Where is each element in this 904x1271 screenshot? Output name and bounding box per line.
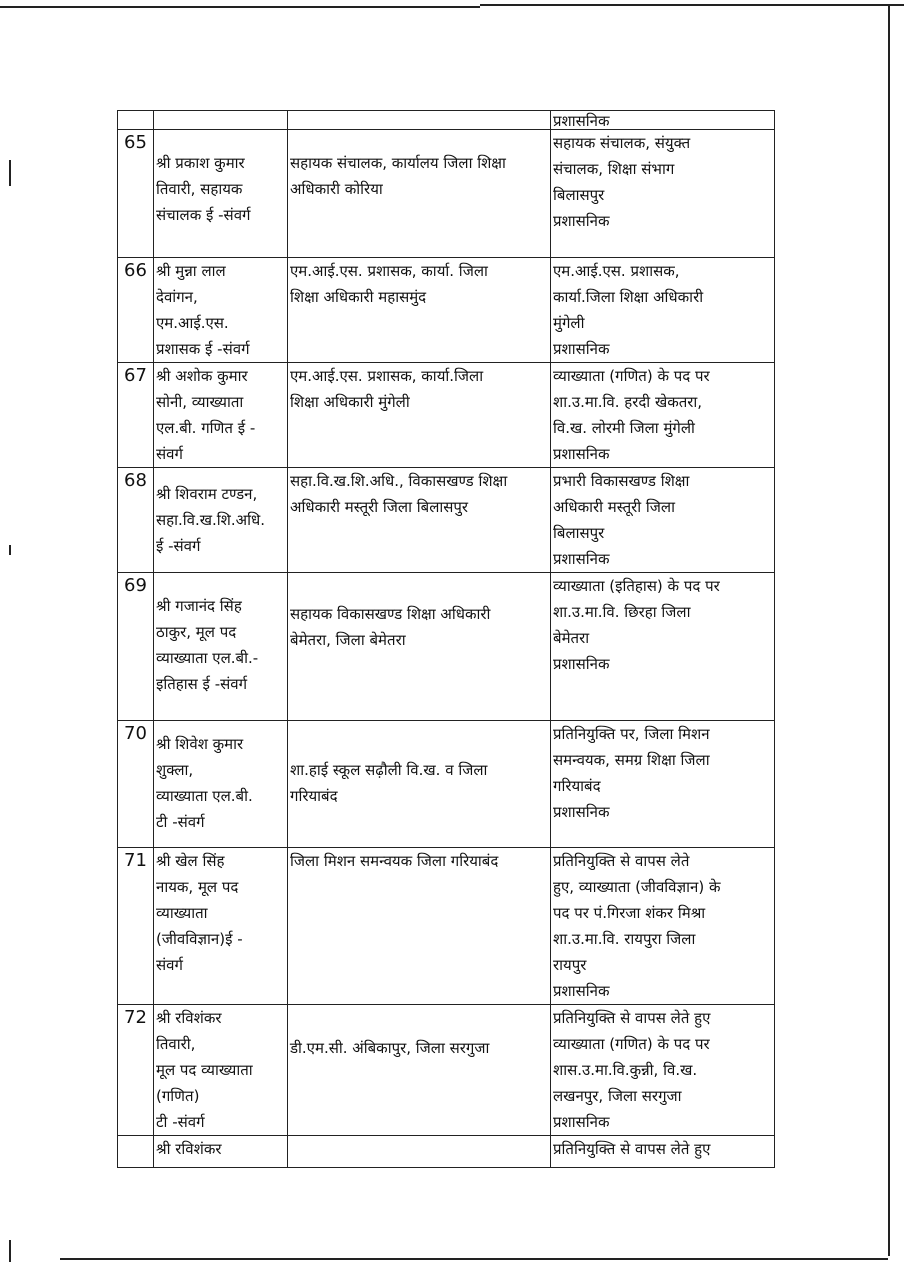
serial-number: 67	[118, 363, 154, 468]
new-posting: सहायक संचालक, संयुक्त संचालक, शिक्षा संभाग बिलासपुर प्रशासनिक	[551, 130, 775, 258]
table-row	[118, 468, 775, 573]
left-edge-mark-2	[9, 545, 11, 555]
employee-name: श्री अशोक कुमार सोनी, व्याख्याता एल.बी. गणित ई - संवर्ग	[154, 363, 288, 468]
current-posting: सहायक विकासखण्ड शिक्षा अधिकारी बेमेतरा, जिला बेमेतरा	[288, 573, 551, 721]
new-posting: प्रभारी विकासखण्ड शिक्षा अधिकारी मस्तूरी जिला बिलासपुर प्रशासनिक	[551, 468, 775, 573]
new-posting: प्रतिनियुक्ति से वापस लेते हुए, व्याख्याता (जीवविज्ञान) के पद पर पं.गिरजा शंकर मिश्रा शा.उ.मा.वि. रायपुरा जिला रायपुर प्रशासनिक	[551, 848, 775, 1005]
serial-number: 72	[118, 1005, 154, 1136]
new-posting: प्रतिनियुक्ति से वापस लेते हुए	[551, 1136, 775, 1168]
employee-name: श्री खेल सिंह नायक, मूल पद व्याख्याता (जीवविज्ञान)ई - संवर्ग	[154, 848, 288, 1005]
table-row	[118, 258, 775, 363]
table-row	[118, 1005, 775, 1136]
table-row	[118, 111, 775, 130]
current-posting: शा.हाई स्कूल सढ़ौली वि.ख. व जिला गरियाबंद	[288, 721, 551, 848]
current-posting: जिला मिशन समन्वयक जिला गरियाबंद	[288, 848, 551, 1005]
serial-number: 68	[118, 468, 154, 573]
transfer-table	[117, 110, 775, 1168]
table-row	[118, 1136, 775, 1168]
top-scan-line	[0, 6, 480, 8]
serial-number	[118, 1136, 154, 1168]
employee-name	[154, 111, 288, 130]
employee-name: श्री प्रकाश कुमार तिवारी, सहायक संचालक ई -संवर्ग	[154, 130, 288, 258]
employee-name: श्री शिवेश कुमार शुक्ला, व्याख्याता एल.बी. टी -संवर्ग	[154, 721, 288, 848]
serial-number: 65	[118, 130, 154, 258]
employee-name: श्री गजानंद सिंह ठाकुर, मूल पद व्याख्याता एल.बी.- इतिहास ई -संवर्ग	[154, 573, 288, 721]
new-posting: प्रतिनियुक्ति से वापस लेते हुए व्याख्याता (गणित) के पद पर शास.उ.मा.वि.कुन्नी, वि.ख. लखनपुर, जिला सरगुजा प्रशासनिक	[551, 1005, 775, 1136]
right-edge-line	[888, 6, 890, 1256]
current-posting: सहा.वि.ख.शि.अधि., विकासखण्ड शिक्षा अधिकारी मस्तूरी जिला बिलासपुर	[288, 468, 551, 573]
current-posting: सहायक संचालक, कार्यालय जिला शिक्षा अधिकारी कोरिया	[288, 130, 551, 258]
new-posting: व्याख्याता (गणित) के पद पर शा.उ.मा.वि. हरदी खेकतरा, वि.ख. लोरमी जिला मुंगेली प्रशासनिक	[551, 363, 775, 468]
table-row	[118, 573, 775, 721]
bottom-scan-line	[60, 1258, 888, 1260]
current-posting	[288, 1136, 551, 1168]
employee-name: श्री रविशंकर तिवारी, मूल पद व्याख्याता (गणित) टी -संवर्ग	[154, 1005, 288, 1136]
serial-number: 71	[118, 848, 154, 1005]
left-edge-mark-3	[9, 1240, 11, 1262]
employee-name: श्री रविशंकर	[154, 1136, 288, 1168]
top-scan-line-right	[480, 4, 904, 6]
serial-number: 69	[118, 573, 154, 721]
table-row	[118, 130, 775, 258]
serial-number: 70	[118, 721, 154, 848]
employee-name: श्री मुन्ना लाल देवांगन, एम.आई.एस. प्रशासक ई -संवर्ग	[154, 258, 288, 363]
serial-number	[118, 111, 154, 130]
left-edge-mark	[9, 160, 11, 186]
current-posting: डी.एम.सी. अंबिकापुर, जिला सरगुजा	[288, 1005, 551, 1136]
current-posting: एम.आई.एस. प्रशासक, कार्या.जिला शिक्षा अधिकारी मुंगेली	[288, 363, 551, 468]
new-posting: एम.आई.एस. प्रशासक, कार्या.जिला शिक्षा अधिकारी मुंगेली प्रशासनिक	[551, 258, 775, 363]
new-posting: व्याख्याता (इतिहास) के पद पर शा.उ.मा.वि. छिरहा जिला बेमेतरा प्रशासनिक	[551, 573, 775, 721]
serial-number: 66	[118, 258, 154, 363]
table-row	[118, 721, 775, 848]
employee-name: श्री शिवराम टण्डन, सहा.वि.ख.शि.अधि. ई -संवर्ग	[154, 468, 288, 573]
new-posting: प्रशासनिक	[551, 111, 775, 130]
current-posting: एम.आई.एस. प्रशासक, कार्या. जिला शिक्षा अधिकारी महासमुंद	[288, 258, 551, 363]
current-posting	[288, 111, 551, 130]
table-row	[118, 848, 775, 1005]
table-row	[118, 363, 775, 468]
new-posting: प्रतिनियुक्ति पर, जिला मिशन समन्वयक, समग्र शिक्षा जिला गरियाबंद प्रशासनिक	[551, 721, 775, 848]
